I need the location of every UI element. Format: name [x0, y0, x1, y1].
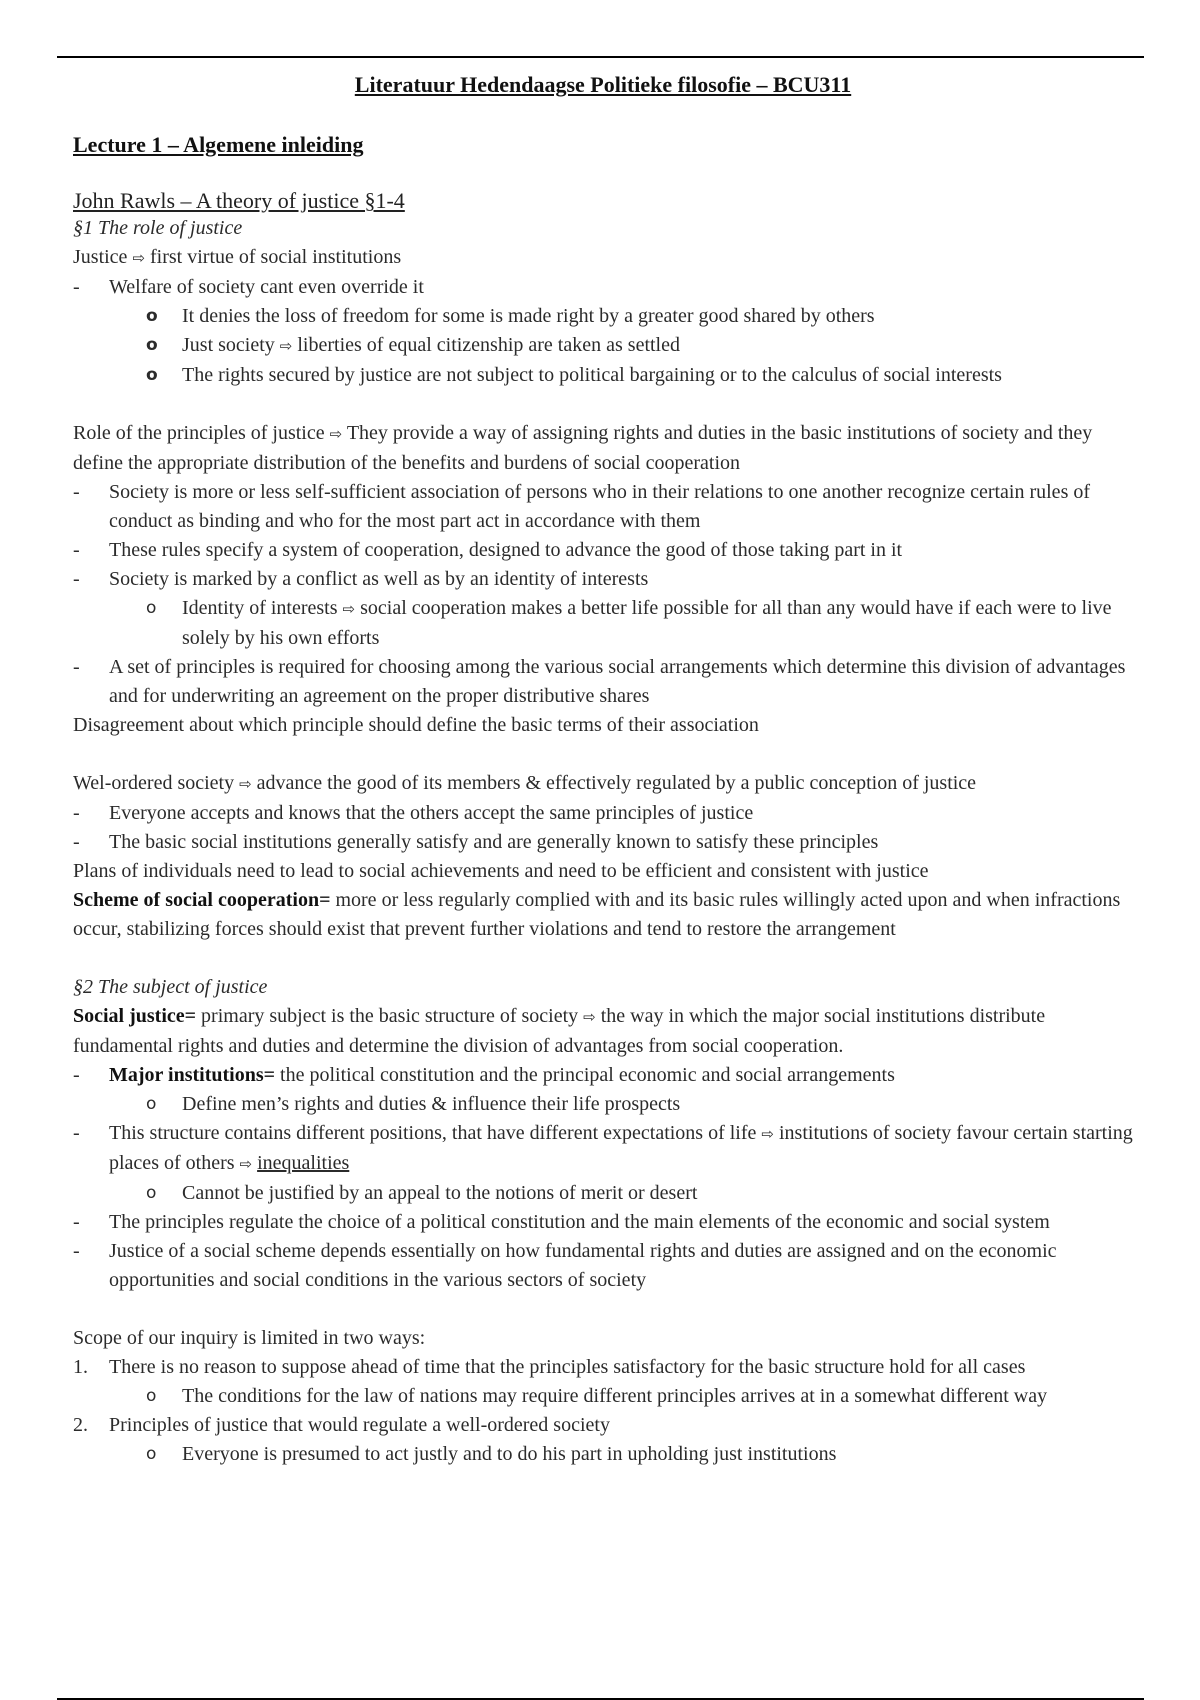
- numbered-item: 1. There is no reason to suppose ahead of time that the principles satisfactory for the basic structure hold for all cases: [73, 1356, 1026, 1378]
- list-item: - This structure contains different positions, that have different expectations of life ⇨ institutions of society favour certain starting places of others ⇨ inequalities: [73, 1119, 1133, 1179]
- top-rule: [57, 56, 1144, 58]
- list-item: - The principles regulate the choice of a political constitution and the main elements of the economic and social system: [73, 1208, 1133, 1237]
- paragraph: Scheme of social cooperation= more or less regularly complied with and its basic rules willingly acted upon and when infractions occur, stabilizing forces should exist that prevent further violations and tend to restore the arrangement: [73, 889, 1121, 940]
- sub-list-item: o It denies the loss of freedom for some is made right by a greater good shared by others: [73, 302, 1133, 331]
- term: Social justice=: [73, 1005, 197, 1027]
- lecture-heading: Lecture 1 – Algemene inleiding: [73, 132, 364, 157]
- term: Major institutions=: [109, 1064, 276, 1086]
- list-item: - These rules specify a system of cooperation, designed to advance the good of those taking part in it: [73, 536, 1133, 565]
- reading-heading: John Rawls – A theory of justice §1-4: [73, 188, 405, 213]
- list-item: - A set of principles is required for choosing among the various social arrangements which determine this division of advantages and for underwriting an agreement on the proper distributive shares: [73, 653, 1133, 711]
- list-item: - Everyone accepts and knows that the others accept the same principles of justice: [73, 799, 1133, 828]
- paragraph: Wel-ordered society ⇨ advance the good of its members & effectively regulated by a public conception of justice: [73, 772, 977, 794]
- sub-list-item: o The rights secured by justice are not subject to political bargaining or to the calculus of social interests: [73, 361, 1133, 390]
- section-1-heading: §1 The role of justice: [73, 217, 243, 239]
- arrow-icon: ⇨: [132, 249, 146, 267]
- sub-list-item: o Just society ⇨ liberties of equal citizenship are taken as settled: [73, 331, 1133, 361]
- list-item: - Society is marked by a conflict as well as by an identity of interests: [73, 565, 1133, 594]
- list-item: - Major institutions= the political constitution and the principal economic and social arrangements: [73, 1061, 1133, 1090]
- paragraph: Justice ⇨ first virtue of social institutions: [73, 246, 402, 268]
- arrow-icon: ⇨: [239, 1155, 253, 1173]
- list-item: - The basic social institutions generally satisfy and are generally known to satisfy these principles: [73, 828, 1133, 857]
- list-item: - Welfare of society cant even override it: [73, 273, 1133, 302]
- paragraph: Plans of individuals need to lead to social achievements and need to be efficient and consistent with justice: [73, 860, 929, 882]
- arrow-icon: ⇨: [239, 775, 252, 793]
- sub-list-item: o Everyone is presumed to act justly and to do his part in upholding just institutions: [73, 1440, 1133, 1469]
- sub-list-item: o Identity of interests ⇨ social cooperation makes a better life possible for all than any would have if each were to live solely by his own efforts: [73, 594, 1133, 653]
- arrow-icon: ⇨: [583, 1008, 596, 1026]
- list-item: - Justice of a social scheme depends essentially on how fundamental rights and duties are assigned and on the economic opportunities and social conditions in the various sectors of society: [73, 1237, 1133, 1295]
- section-2-heading: §2 The subject of justice: [73, 976, 268, 998]
- arrow-icon: ⇨: [342, 600, 356, 618]
- sub-list-item: o Cannot be justified by an appeal to the notions of merit or desert: [73, 1179, 1133, 1208]
- underlined-term: inequalities: [257, 1152, 350, 1174]
- sub-list-item: o Define men’s rights and duties & influence their life prospects: [73, 1090, 1133, 1119]
- sub-list-item: o The conditions for the law of nations may require different principles arrives at in a somewhat different way: [73, 1382, 1133, 1411]
- paragraph: Role of the principles of justice ⇨ They provide a way of assigning rights and duties in the basic institutions of society and they define the appropriate distribution of the benefits and burdens of social cooperation: [73, 422, 1093, 474]
- arrow-icon: ⇨: [279, 337, 293, 355]
- list-item: - Society is more or less self-sufficient association of persons who in their relations to one another recognize certain rules of conduct as binding and who for the most part act in accordance with them: [73, 478, 1133, 536]
- paragraph: Disagreement about which principle should define the basic terms of their association: [73, 714, 759, 736]
- paragraph: Scope of our inquiry is limited in two ways:: [73, 1327, 426, 1349]
- term: Scheme of social cooperation=: [73, 889, 331, 911]
- paragraph: Social justice= primary subject is the basic structure of society ⇨ the way in which the major social institutions distribute fundamental rights and duties and determine the division of advantages from social cooperation.: [73, 1005, 1046, 1057]
- numbered-item: 2. Principles of justice that would regulate a well-ordered society: [73, 1414, 610, 1436]
- document-page: [73, 72, 1133, 1469]
- arrow-icon: ⇨: [761, 1125, 774, 1143]
- document-title: Literatuur Hedendaagse Politieke filosofie – BCU311: [354, 72, 852, 97]
- arrow-icon: ⇨: [329, 425, 343, 443]
